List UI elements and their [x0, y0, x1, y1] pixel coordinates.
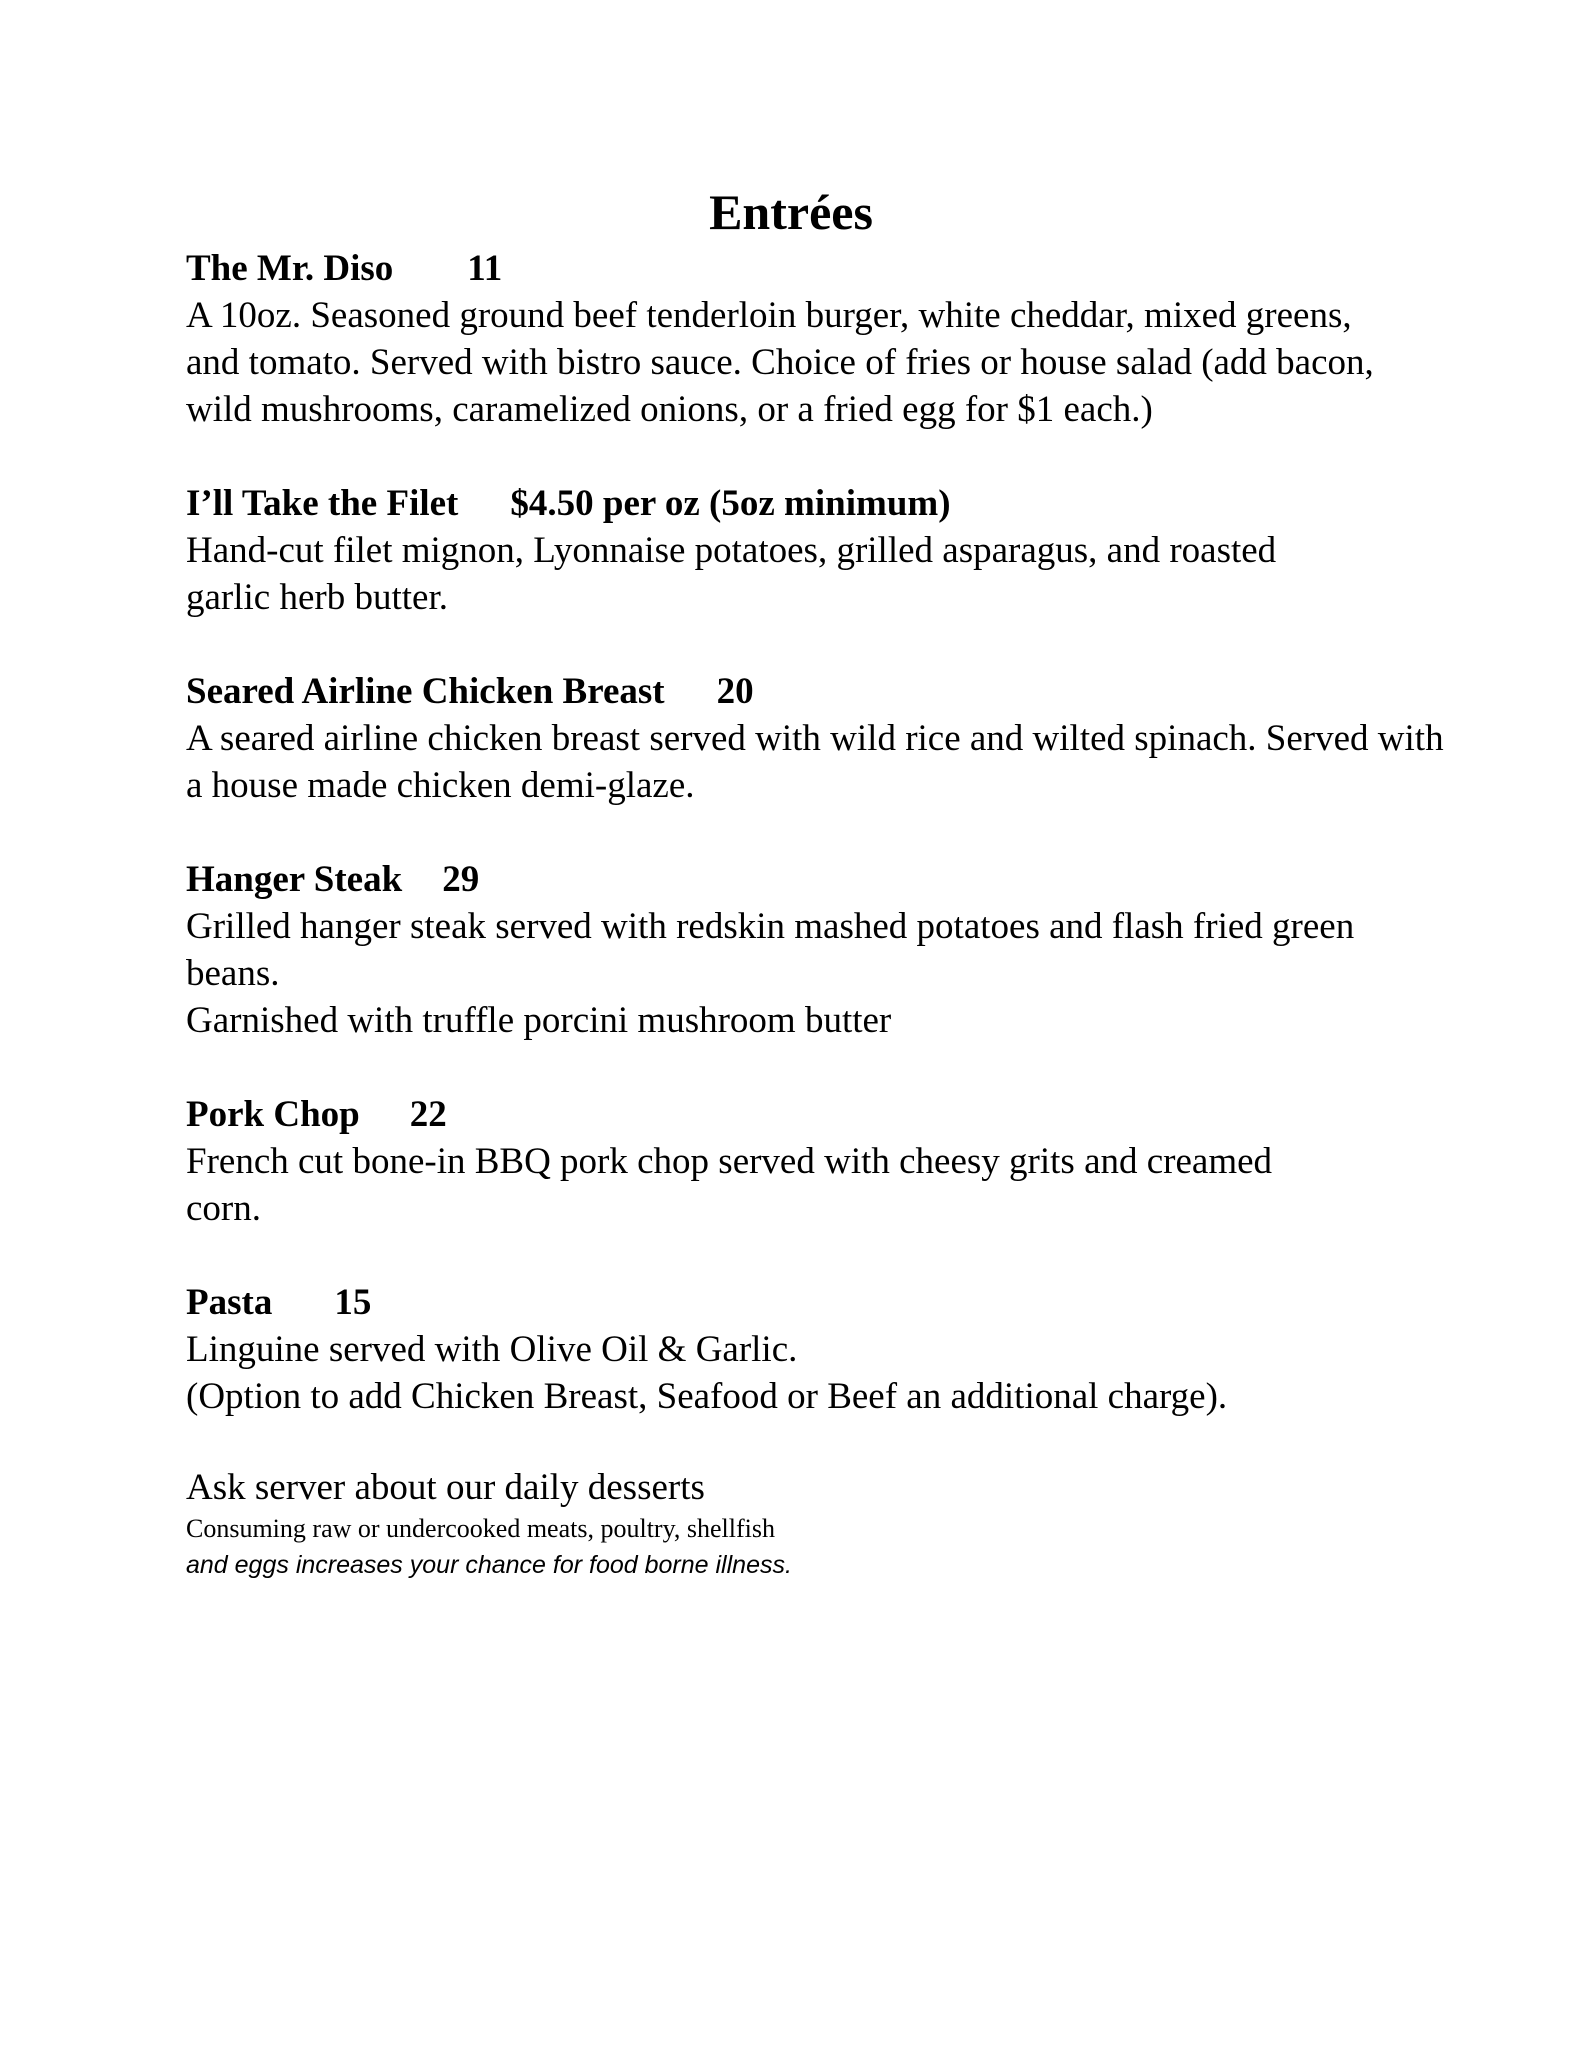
description-line: Linguine served with Olive Oil & Garlic.: [186, 1329, 798, 1370]
menu-item-description: [186, 527, 1446, 621]
menu-item-hanger-steak: [186, 856, 1446, 1044]
description-line: (Option to add Chicken Breast, Seafood or Beef an additional charge).: [186, 1376, 1228, 1417]
health-notice-line-2: and eggs increases your chance for food borne illness.: [186, 1551, 792, 1579]
menu-item-price: 20: [716, 671, 754, 712]
menu-item-pork-chop: [186, 1091, 1446, 1232]
menu-item-description: [186, 292, 1446, 433]
description-line: Hand-cut filet mignon, Lyonnaise potatoes, grilled asparagus, and roasted garlic herb butter.: [186, 530, 1277, 618]
page-title: Entrées: [709, 184, 873, 240]
menu-item-mr-diso: [186, 245, 1446, 433]
menu-item-price: 11: [467, 248, 503, 289]
menu-item-pasta: [186, 1279, 1446, 1420]
menu-item-price: $4.50 per oz (5oz minimum): [510, 483, 951, 524]
menu-item-description: [186, 1326, 1446, 1420]
menu-item-description: [186, 715, 1446, 809]
menu-item-description: [186, 903, 1446, 1044]
description-line: Garnished with truffle porcini mushroom butter: [186, 1000, 892, 1041]
menu-item-price: 22: [409, 1094, 447, 1135]
menu-item-name: Pasta: [186, 1282, 273, 1323]
menu-item-name: I’ll Take the Filet: [186, 483, 459, 524]
description-line: A 10oz. Seasoned ground beef tenderloin burger, white cheddar, mixed greens, and tomato. Served with bistro sauce. Choice of fries or house salad (add bacon, wild mushrooms, caramelized onions, or a fried egg for $1 each.): [186, 295, 1374, 430]
desserts-note: Ask server about our daily desserts: [186, 1467, 705, 1508]
menu-item-header: [186, 1279, 1446, 1326]
description-line: French cut bone-in BBQ pork chop served with cheesy grits and creamed corn.: [186, 1141, 1273, 1229]
menu-item-price: 29: [442, 859, 480, 900]
menu-item-header: [186, 245, 1446, 292]
description-line: A seared airline chicken breast served with wild rice and wilted spinach. Served with a house made chicken demi-glaze.: [186, 718, 1444, 806]
menu-item-name: Hanger Steak: [186, 859, 403, 900]
menu-item-header: [186, 856, 1446, 903]
menu-content: [186, 245, 1446, 1583]
menu-item-header: [186, 668, 1446, 715]
menu-item-name: Seared Airline Chicken Breast: [186, 671, 665, 712]
menu-item-chicken: [186, 668, 1446, 809]
health-notice-line-1: Consuming raw or undercooked meats, poultry, shellfish: [186, 1514, 775, 1543]
menu-item-name: The Mr. Diso: [186, 248, 394, 289]
menu-item-name: Pork Chop: [186, 1094, 360, 1135]
menu-item-filet: [186, 480, 1446, 621]
menu-item-header: [186, 1091, 1446, 1138]
menu-item-header: [186, 480, 1446, 527]
menu-item-price: 15: [334, 1282, 372, 1323]
menu-item-description: [186, 1138, 1446, 1232]
description-line: Grilled hanger steak served with redskin mashed potatoes and flash fried green beans.: [186, 906, 1355, 994]
